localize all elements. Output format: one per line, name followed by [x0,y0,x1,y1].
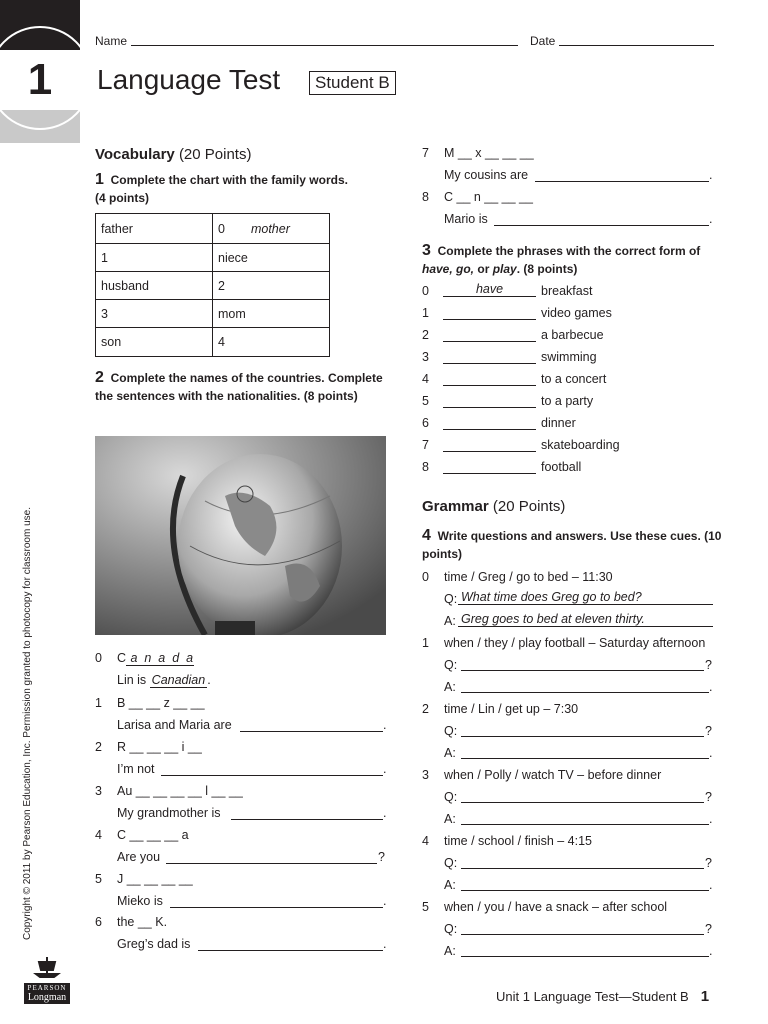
item-number: 5 [422,900,429,914]
answer-line[interactable] [443,451,536,452]
item-number: 5 [95,872,102,886]
q-label: Q: [444,790,458,804]
item-number: 7 [422,146,429,160]
chart-cell: mom [213,300,330,328]
chart-cell[interactable]: 2 [213,272,330,300]
answer-line[interactable] [443,363,536,364]
item-number: 1 [422,636,429,650]
punct: . [383,762,387,776]
punct: . [709,680,713,694]
phrase-text: football [541,460,582,474]
country-clue[interactable]: J __ __ __ __ [117,872,193,886]
ex1-instruction: 1 Complete the chart with the family words. (4 points) [95,171,348,205]
country-clue[interactable]: B __ __ z __ __ [117,696,205,710]
q-label: Q: [444,592,458,606]
date-field[interactable] [559,45,714,46]
punct: . [709,944,713,958]
country-answer: C a n a d a [117,651,194,665]
nationality-sentence: I’m not [117,762,155,776]
item-number: 8 [422,460,429,474]
q-label: Q: [444,856,458,870]
item-number: 6 [95,915,102,929]
publisher-logo [24,956,70,1004]
country-clue[interactable]: M __ x __ __ __ [444,146,534,160]
phrase-text: breakfast [541,284,593,298]
answer-line[interactable] [461,956,709,957]
cue-text: when / they / play football – Saturday afternoon [444,636,706,650]
logo-top-text: PEARSON [27,984,67,992]
phrase-text: to a concert [541,372,607,386]
item-number: 0 [95,651,102,665]
globe-photo [95,436,386,635]
answer-text: Greg goes to bed at eleven thirty. [458,612,713,627]
answer-line[interactable] [161,775,383,776]
country-clue[interactable]: C __ n __ __ __ [444,190,533,204]
answer-line[interactable] [240,731,383,732]
answer-line[interactable] [443,385,536,386]
punct: ? [705,658,712,672]
nationality-sentence: Mario is [444,212,488,226]
cue-text: when / you / have a snack – after school [444,900,668,914]
copyright-notice: Copyright © 2011 by Pearson Education, Inc. Permission granted to photocopy for classroom use. [22,507,33,940]
answer-line[interactable] [443,429,536,430]
chart-cell: husband [96,272,213,300]
question-line[interactable] [461,802,704,803]
nationality-sentence: Greg’s dad is [117,937,191,951]
page-footer [496,988,709,1005]
answer-line[interactable] [535,181,709,182]
a-label: A: [444,812,456,826]
q-label: Q: [444,922,458,936]
punct: . [709,746,713,760]
cue-text: time / Greg / go to bed – 11:30 [444,570,613,584]
ex2-instruction: 2 Complete the names of the countries. Complete the sentences with the nationalities. (8 points) [95,369,383,403]
chart-cell[interactable]: 1 [96,244,213,272]
question-line[interactable] [461,868,704,869]
punct: . [383,806,387,820]
a-label: A: [444,878,456,892]
phrase-text: to a party [541,394,594,408]
a-label: A: [444,746,456,760]
answer-line[interactable] [443,341,536,342]
phrase-text: a barbecue [541,328,604,342]
punct: ? [705,724,712,738]
punct: . [383,718,387,732]
item-number: 0 [422,570,429,584]
page-title: Language Test [97,64,281,95]
item-number: 6 [422,416,429,430]
chart-cell[interactable]: 4 [213,328,330,357]
question-line[interactable] [461,670,704,671]
answer-line[interactable] [494,225,709,226]
page-number: 1 [700,988,710,1005]
phrase-text: video games [541,306,612,320]
unit-number: 1 [0,50,80,110]
answer-line[interactable] [443,319,536,320]
item-number: 4 [95,828,102,842]
answer-line[interactable] [166,863,377,864]
grammar-heading: Grammar (20 Points) [422,498,566,515]
item-number: 1 [95,696,102,710]
cue-text: time / school / finish – 4:15 [444,834,592,848]
name-field[interactable] [131,45,518,46]
punct: . [383,894,387,908]
chart-cell: father [96,214,213,244]
a-label: A: [444,614,456,628]
date-label: Date [530,34,556,48]
nationality-sentence: My grandmother is [117,806,221,820]
punct: ? [378,850,385,864]
phrase-text: dinner [541,416,576,430]
question-line[interactable] [461,934,704,935]
item-number: 4 [422,834,429,848]
chart-cell[interactable]: 3 [96,300,213,328]
answer-line[interactable] [231,819,383,820]
punct: . [709,212,713,226]
nationality-sentence: My cousins are [444,168,529,182]
family-chart [95,213,330,357]
nationality-sentence: Mieko is [117,894,163,908]
item-number: 7 [422,438,429,452]
footer-text: Unit 1 Language Test—Student B [496,989,689,1004]
logo-bottom-text: Longman [27,992,67,1003]
item-number: 0 [422,284,429,298]
answer-line[interactable] [198,950,383,951]
item-number: 3 [95,784,102,798]
a-label: A: [444,680,456,694]
phrase-text: swimming [541,350,597,364]
nationality-sentence: Lin is Canadian . [117,673,211,687]
q-label: Q: [444,658,458,672]
item-number: 8 [422,190,429,204]
ex3-instruction: 3 Complete the phrases with the correct form of have, go, or play. (8 points) [422,242,701,276]
ship-icon [24,956,70,978]
country-clue[interactable]: the __ K. [117,915,168,929]
item-number: 5 [422,394,429,408]
item-number: 3 [422,768,429,782]
cue-text: when / Polly / watch TV – before dinner [444,768,662,782]
item-number: 4 [422,372,429,386]
chart-cell: son [96,328,213,357]
answer-line[interactable] [461,692,709,693]
country-clue[interactable]: Au __ __ __ __ l __ __ [117,784,243,798]
question-line[interactable] [461,736,704,737]
question-answer: What time does Greg go to bed? [458,590,713,605]
name-label: Name [95,34,128,48]
item-number: 1 [422,306,429,320]
item-number: 2 [422,702,429,716]
chart-cell: 0 mother [213,214,330,244]
q-label: Q: [444,724,458,738]
answer-line[interactable] [443,407,536,408]
item-number: 3 [422,350,429,364]
punct: . [709,878,713,892]
chart-answer: mother [250,221,290,236]
vocabulary-heading: Vocabulary (20 Points) [95,146,252,163]
country-clue[interactable]: C __ __ __ a [117,828,189,842]
nationality-sentence: Are you [117,850,161,864]
punct: . [709,812,713,826]
answer-line[interactable] [170,907,383,908]
answer-line[interactable] [461,890,709,891]
answer-line[interactable] [461,824,709,825]
country-clue[interactable]: R __ __ __ i __ [117,740,202,754]
nationality-sentence: Larisa and Maria are [117,718,232,732]
punct: . [709,168,713,182]
unit-tab [0,0,80,143]
cue-text: time / Lin / get up – 7:30 [444,702,579,716]
punct: ? [705,922,712,936]
answer-line[interactable] [461,758,709,759]
phrase-text: skateboarding [541,438,620,452]
punct: ? [705,856,712,870]
item-number: 2 [95,740,102,754]
punct: . [383,937,387,951]
punct: ? [705,790,712,804]
answer-line[interactable] [443,473,536,474]
phrase-answer: have [443,282,536,297]
student-badge: Student B [309,71,396,95]
a-label: A: [444,944,456,958]
chart-cell: niece [213,244,330,272]
item-number: 2 [422,328,429,342]
ex4-instruction: 4 Write questions and answers. Use these cues. (10 points) [422,527,722,561]
